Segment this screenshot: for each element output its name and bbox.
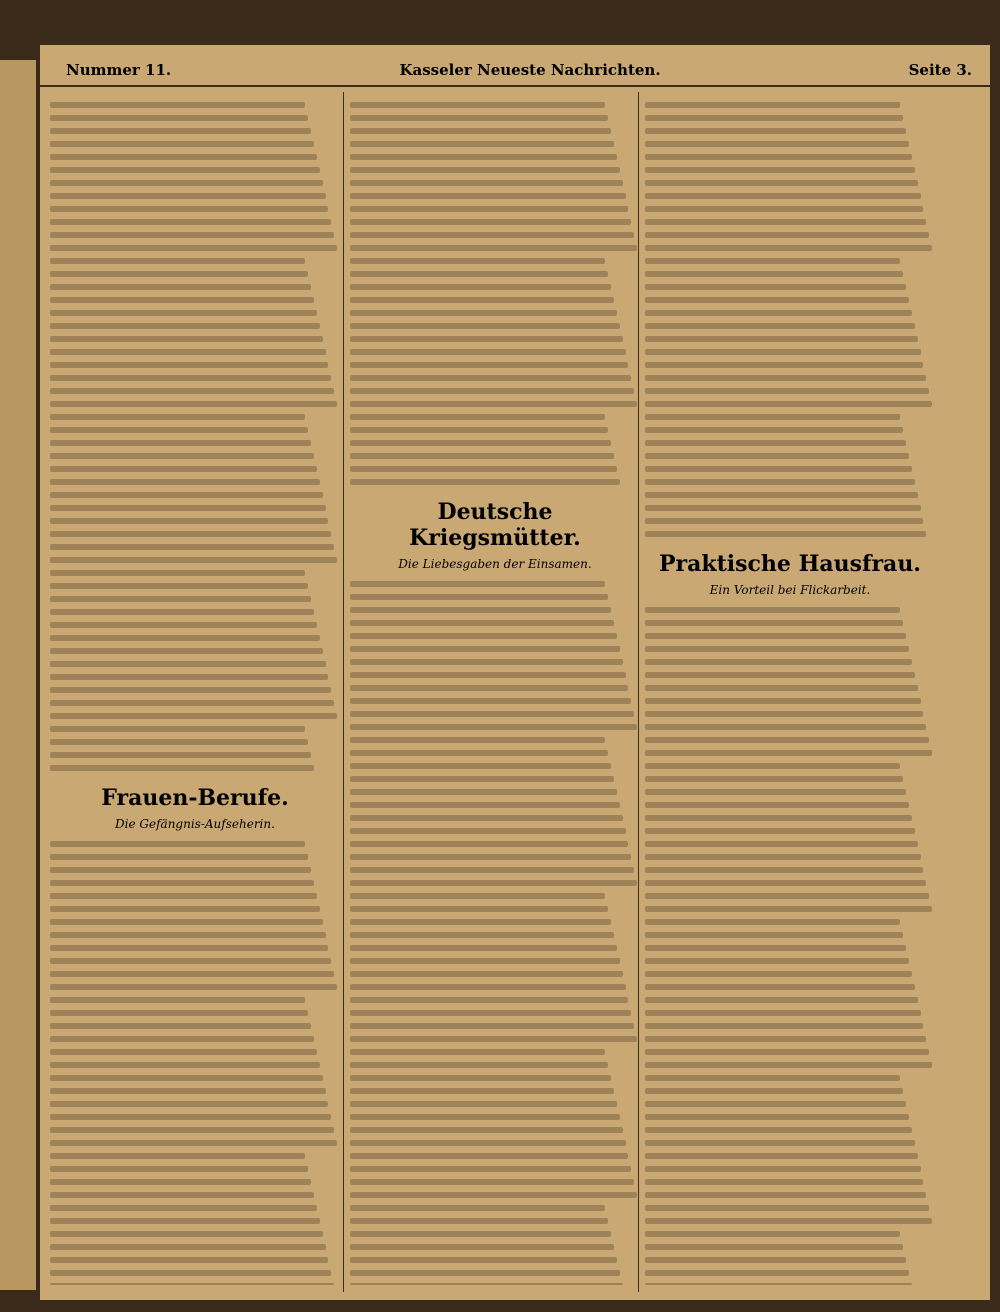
text-line bbox=[50, 1127, 334, 1133]
text-line bbox=[645, 375, 926, 381]
text-line bbox=[645, 193, 921, 199]
text-line bbox=[50, 206, 328, 212]
text-line bbox=[645, 763, 900, 769]
page-header bbox=[40, 55, 990, 87]
text-line bbox=[645, 1036, 926, 1042]
text-line bbox=[50, 128, 311, 134]
text-line bbox=[50, 726, 305, 732]
text-line bbox=[50, 661, 326, 667]
text-line bbox=[645, 633, 906, 639]
issue-number: Nummer 11. bbox=[66, 61, 172, 79]
text-line bbox=[50, 997, 305, 1003]
text-line bbox=[350, 1166, 631, 1172]
text-line bbox=[645, 906, 932, 912]
text-line bbox=[350, 128, 611, 134]
text-line bbox=[350, 737, 605, 743]
text-line bbox=[350, 1088, 614, 1094]
text-line bbox=[645, 1023, 923, 1029]
text-line bbox=[350, 1270, 620, 1276]
text-line bbox=[645, 698, 921, 704]
text-line bbox=[645, 659, 912, 665]
text-line bbox=[50, 596, 311, 602]
text-line bbox=[350, 466, 617, 472]
text-line bbox=[350, 919, 611, 925]
text-line bbox=[50, 1153, 305, 1159]
text-line bbox=[50, 906, 320, 912]
text-line bbox=[350, 1062, 608, 1068]
body-text-block bbox=[50, 102, 340, 771]
text-line bbox=[645, 349, 921, 355]
text-line bbox=[350, 750, 608, 756]
text-line bbox=[50, 622, 317, 628]
text-line bbox=[50, 1062, 320, 1068]
text-line bbox=[350, 1205, 605, 1211]
text-line bbox=[50, 932, 326, 938]
text-line bbox=[50, 115, 308, 121]
text-line bbox=[645, 427, 903, 433]
text-line bbox=[645, 685, 918, 691]
text-line bbox=[350, 971, 623, 977]
text-line bbox=[50, 102, 305, 108]
text-line bbox=[350, 607, 611, 613]
text-line bbox=[350, 245, 637, 251]
text-line bbox=[350, 945, 617, 951]
text-line bbox=[645, 1114, 909, 1120]
text-line bbox=[50, 945, 328, 951]
text-line bbox=[350, 440, 611, 446]
text-line bbox=[350, 453, 614, 459]
text-line bbox=[50, 1114, 331, 1120]
text-line bbox=[350, 1192, 637, 1198]
text-line bbox=[645, 167, 915, 173]
text-line bbox=[645, 893, 929, 899]
column-3 bbox=[645, 95, 935, 1285]
text-line bbox=[645, 505, 921, 511]
text-line bbox=[50, 232, 334, 238]
text-line bbox=[350, 997, 628, 1003]
text-line bbox=[645, 1075, 900, 1081]
text-line bbox=[50, 1036, 314, 1042]
text-line bbox=[50, 505, 326, 511]
text-line bbox=[50, 193, 326, 199]
text-line bbox=[50, 141, 314, 147]
text-line bbox=[50, 401, 337, 407]
text-line bbox=[350, 323, 620, 329]
text-line bbox=[645, 1218, 932, 1224]
text-line bbox=[50, 880, 314, 886]
text-line bbox=[350, 1179, 634, 1185]
text-line bbox=[645, 492, 918, 498]
text-line bbox=[645, 440, 906, 446]
text-line bbox=[350, 193, 626, 199]
text-line bbox=[50, 180, 323, 186]
text-line bbox=[50, 284, 311, 290]
text-line bbox=[350, 297, 614, 303]
text-line bbox=[50, 1075, 323, 1081]
text-line bbox=[645, 919, 900, 925]
text-line bbox=[50, 323, 320, 329]
text-line bbox=[350, 479, 620, 485]
body-text-block bbox=[50, 841, 340, 1285]
adjacent-page-strip bbox=[0, 60, 36, 1290]
text-line bbox=[350, 685, 628, 691]
column-2 bbox=[350, 95, 640, 1285]
body-text-block bbox=[350, 581, 640, 1285]
text-line bbox=[50, 518, 328, 524]
text-line bbox=[645, 180, 918, 186]
text-line bbox=[50, 674, 328, 680]
text-line bbox=[645, 646, 909, 652]
text-line bbox=[645, 531, 926, 537]
article-title: Frauen-Berufe. bbox=[101, 785, 289, 811]
text-line bbox=[50, 700, 334, 706]
body-text-block bbox=[645, 607, 935, 1285]
text-line bbox=[350, 375, 631, 381]
text-line bbox=[350, 115, 608, 121]
body-text-block bbox=[645, 102, 935, 537]
text-line bbox=[50, 427, 308, 433]
text-line bbox=[645, 958, 909, 964]
text-line bbox=[350, 815, 623, 821]
text-line bbox=[350, 349, 626, 355]
article-title: Praktische Hausfrau. bbox=[659, 551, 921, 577]
text-line bbox=[50, 440, 311, 446]
text-line bbox=[645, 1166, 921, 1172]
text-line bbox=[645, 724, 926, 730]
text-line bbox=[645, 284, 906, 290]
text-line bbox=[645, 854, 921, 860]
text-line bbox=[645, 323, 915, 329]
text-line bbox=[645, 620, 903, 626]
text-line bbox=[645, 1010, 921, 1016]
text-line bbox=[350, 594, 608, 600]
text-line bbox=[350, 206, 628, 212]
text-line bbox=[50, 1166, 308, 1172]
text-line bbox=[645, 932, 903, 938]
text-line bbox=[50, 583, 308, 589]
text-line bbox=[645, 867, 923, 873]
text-line bbox=[350, 984, 626, 990]
text-line bbox=[350, 1140, 626, 1146]
text-line bbox=[350, 646, 620, 652]
text-line bbox=[50, 557, 337, 563]
text-line bbox=[645, 815, 912, 821]
text-line bbox=[350, 880, 637, 886]
text-line bbox=[645, 453, 909, 459]
text-line bbox=[350, 763, 611, 769]
text-line bbox=[50, 1140, 337, 1146]
text-line bbox=[50, 854, 308, 860]
text-line bbox=[50, 648, 323, 654]
text-line bbox=[645, 206, 923, 212]
text-line bbox=[645, 945, 906, 951]
text-line bbox=[645, 1088, 903, 1094]
text-line bbox=[50, 245, 337, 251]
text-line bbox=[645, 232, 929, 238]
text-line bbox=[350, 336, 623, 342]
text-line bbox=[645, 141, 909, 147]
text-line bbox=[350, 620, 614, 626]
text-line bbox=[350, 1114, 620, 1120]
text-line bbox=[645, 154, 912, 160]
text-line bbox=[350, 828, 626, 834]
text-line bbox=[50, 739, 308, 745]
text-line bbox=[50, 297, 314, 303]
text-line bbox=[645, 245, 932, 251]
text-line bbox=[645, 737, 929, 743]
text-line bbox=[645, 1283, 912, 1285]
text-line bbox=[645, 388, 929, 394]
text-line bbox=[350, 672, 626, 678]
article-subtitle: Die Gefängnis-Aufseherin. bbox=[115, 817, 275, 831]
text-line bbox=[350, 958, 620, 964]
text-line bbox=[50, 258, 305, 264]
text-line bbox=[50, 219, 331, 225]
text-line bbox=[645, 310, 912, 316]
text-line bbox=[50, 1231, 323, 1237]
text-line bbox=[350, 932, 614, 938]
text-line bbox=[350, 1257, 617, 1263]
text-line bbox=[50, 1205, 317, 1211]
text-line bbox=[50, 336, 323, 342]
text-line bbox=[645, 479, 915, 485]
text-line bbox=[350, 1036, 637, 1042]
article-title: Deutsche Kriegsmütter. bbox=[409, 499, 581, 551]
text-line bbox=[645, 1140, 915, 1146]
text-line bbox=[350, 154, 617, 160]
text-line bbox=[50, 1010, 308, 1016]
text-line bbox=[350, 906, 608, 912]
text-line bbox=[645, 841, 918, 847]
text-line bbox=[645, 1062, 932, 1068]
text-line bbox=[645, 1127, 912, 1133]
text-line bbox=[645, 672, 915, 678]
text-line bbox=[350, 633, 617, 639]
text-line bbox=[50, 1023, 311, 1029]
text-line bbox=[50, 167, 320, 173]
text-line bbox=[645, 115, 903, 121]
text-line bbox=[350, 802, 620, 808]
text-line bbox=[50, 1049, 317, 1055]
text-line bbox=[350, 1075, 611, 1081]
text-line bbox=[350, 427, 608, 433]
text-line bbox=[645, 607, 900, 613]
text-line bbox=[50, 893, 317, 899]
text-line bbox=[350, 867, 634, 873]
column-1 bbox=[50, 95, 340, 1285]
text-line bbox=[645, 102, 900, 108]
text-line bbox=[350, 102, 605, 108]
text-line bbox=[645, 414, 900, 420]
column-divider bbox=[343, 92, 344, 1292]
text-line bbox=[645, 1257, 906, 1263]
text-line bbox=[50, 154, 317, 160]
text-line bbox=[645, 271, 903, 277]
text-line bbox=[350, 1218, 608, 1224]
text-line bbox=[50, 1192, 314, 1198]
text-line bbox=[645, 1192, 926, 1198]
text-line bbox=[350, 854, 631, 860]
text-line bbox=[350, 1101, 617, 1107]
text-line bbox=[350, 310, 617, 316]
text-line bbox=[50, 479, 320, 485]
text-line bbox=[645, 789, 906, 795]
text-line bbox=[350, 893, 605, 899]
text-line bbox=[50, 1270, 331, 1276]
text-line bbox=[50, 713, 337, 719]
text-line bbox=[350, 271, 608, 277]
text-line bbox=[350, 1244, 614, 1250]
text-line bbox=[50, 271, 308, 277]
text-line bbox=[645, 1231, 900, 1237]
text-line bbox=[350, 414, 605, 420]
text-line bbox=[350, 1231, 611, 1237]
text-line bbox=[350, 362, 628, 368]
text-line bbox=[50, 958, 331, 964]
text-line bbox=[50, 1218, 320, 1224]
text-line bbox=[50, 375, 331, 381]
text-line bbox=[50, 362, 328, 368]
text-line bbox=[350, 141, 614, 147]
text-line bbox=[50, 466, 317, 472]
text-line bbox=[350, 167, 620, 173]
text-line bbox=[50, 1101, 328, 1107]
article-subtitle: Die Liebesgaben der Einsamen. bbox=[398, 557, 592, 571]
text-line bbox=[645, 518, 923, 524]
text-line bbox=[50, 765, 314, 771]
text-line bbox=[50, 1257, 328, 1263]
text-line bbox=[50, 492, 323, 498]
text-line bbox=[645, 1153, 918, 1159]
text-line bbox=[350, 841, 628, 847]
text-line bbox=[645, 828, 915, 834]
text-line bbox=[50, 388, 334, 394]
text-line bbox=[645, 297, 909, 303]
text-line bbox=[350, 1010, 631, 1016]
text-line bbox=[50, 867, 311, 873]
text-line bbox=[50, 841, 305, 847]
text-line bbox=[50, 919, 323, 925]
text-line bbox=[350, 258, 605, 264]
text-line bbox=[350, 1049, 605, 1055]
text-line bbox=[645, 1244, 903, 1250]
text-line bbox=[50, 1179, 311, 1185]
text-line bbox=[350, 698, 631, 704]
text-line bbox=[50, 453, 314, 459]
text-line bbox=[50, 531, 331, 537]
text-line bbox=[645, 1101, 906, 1107]
text-line bbox=[350, 1283, 623, 1285]
text-line bbox=[50, 349, 326, 355]
text-line bbox=[50, 570, 305, 576]
text-line bbox=[645, 466, 912, 472]
text-line bbox=[50, 609, 314, 615]
text-line bbox=[50, 310, 317, 316]
text-line bbox=[645, 1179, 923, 1185]
text-line bbox=[645, 711, 923, 717]
page-number: Seite 3. bbox=[908, 61, 972, 79]
text-line bbox=[50, 687, 331, 693]
text-line bbox=[50, 984, 337, 990]
text-line bbox=[645, 336, 918, 342]
text-line bbox=[350, 180, 623, 186]
article-subtitle: Ein Vorteil bei Flickarbeit. bbox=[709, 583, 871, 597]
text-line bbox=[350, 401, 637, 407]
text-line bbox=[350, 659, 623, 665]
text-line bbox=[350, 776, 614, 782]
text-line bbox=[50, 635, 320, 641]
text-line bbox=[50, 971, 334, 977]
text-line bbox=[350, 1023, 634, 1029]
text-line bbox=[350, 232, 634, 238]
text-line bbox=[350, 789, 617, 795]
text-line bbox=[645, 776, 903, 782]
text-line bbox=[645, 1205, 929, 1211]
text-line bbox=[50, 544, 334, 550]
text-line bbox=[645, 997, 918, 1003]
body-text-block bbox=[350, 102, 640, 485]
text-line bbox=[350, 724, 637, 730]
text-line bbox=[350, 1153, 628, 1159]
text-line bbox=[645, 750, 932, 756]
text-line bbox=[50, 1244, 326, 1250]
text-line bbox=[645, 258, 900, 264]
text-line bbox=[645, 971, 912, 977]
newspaper-title: Kasseler Neueste Nachrichten. bbox=[399, 61, 661, 79]
text-line bbox=[645, 802, 909, 808]
text-line bbox=[645, 128, 906, 134]
text-line bbox=[645, 1049, 929, 1055]
text-line bbox=[350, 284, 611, 290]
text-line bbox=[350, 1127, 623, 1133]
text-line bbox=[645, 1270, 909, 1276]
text-line bbox=[350, 711, 634, 717]
text-line bbox=[645, 219, 926, 225]
text-line bbox=[350, 388, 634, 394]
text-line bbox=[645, 362, 923, 368]
text-line bbox=[50, 1088, 326, 1094]
text-line bbox=[350, 581, 605, 587]
text-line bbox=[645, 880, 926, 886]
text-line bbox=[645, 401, 932, 407]
text-line bbox=[645, 984, 915, 990]
text-line bbox=[50, 752, 311, 758]
text-line bbox=[350, 219, 631, 225]
text-line bbox=[50, 1283, 334, 1285]
text-line bbox=[50, 414, 305, 420]
